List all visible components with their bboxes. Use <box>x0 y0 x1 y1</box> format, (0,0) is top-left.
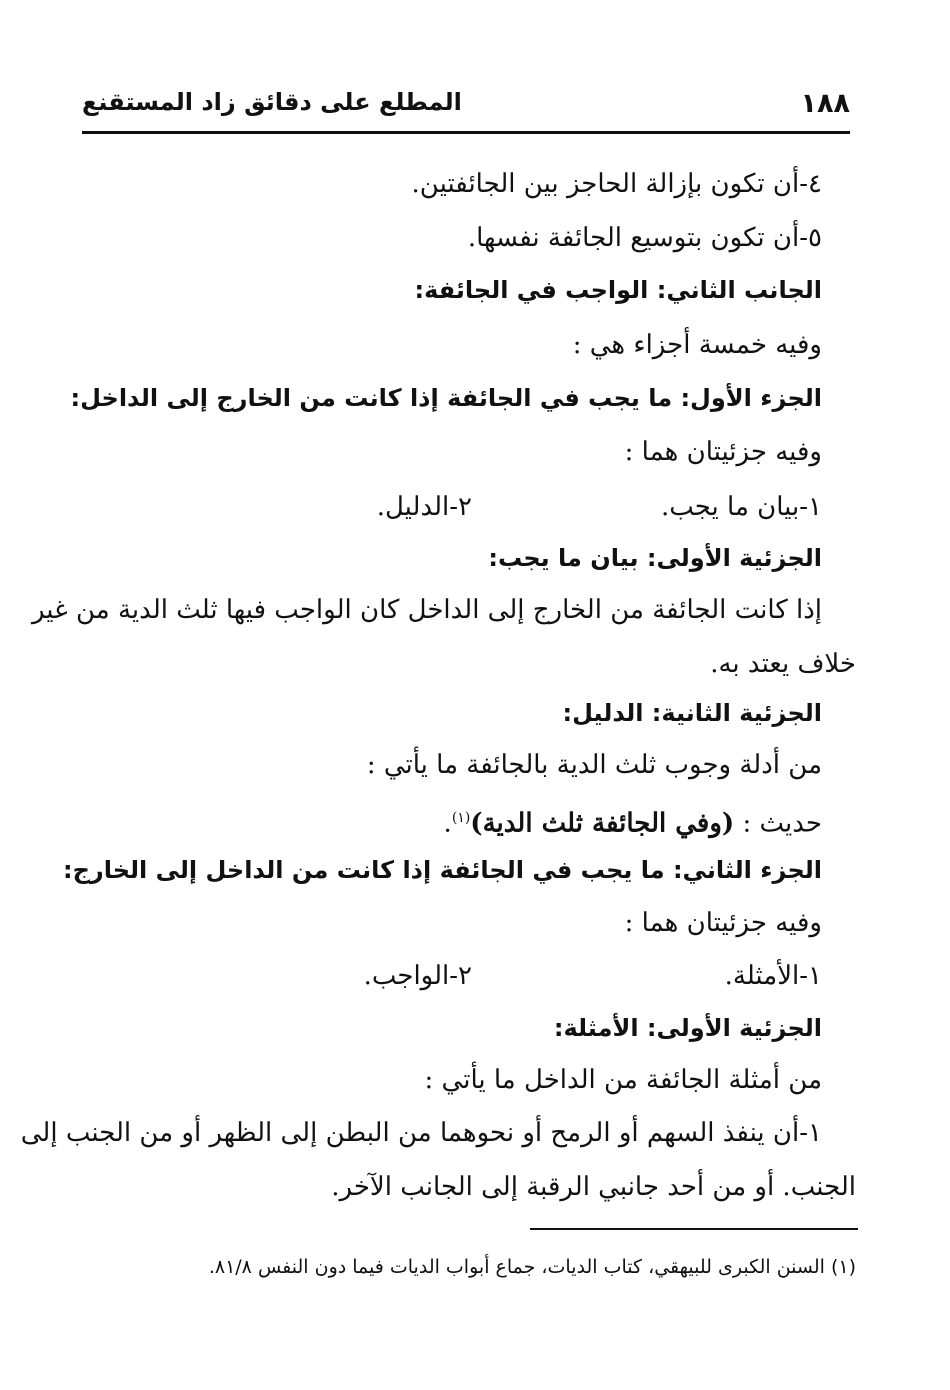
page-number: ١٨٨ <box>800 88 850 119</box>
hadith-prefix: حديث : <box>742 808 822 839</box>
list-item: ١-الأمثلة. <box>724 961 822 991</box>
subpart-heading: الجزئية الأولى: الأمثلة: <box>553 1014 822 1042</box>
hadith-end: . <box>443 808 452 839</box>
paragraph: وفيه خمسة أجزاء هي : <box>572 330 822 360</box>
list-item-1-cont: الجنب. أو من أحد جانبي الرقبة إلى الجانب الآخر. <box>331 1172 856 1202</box>
list-item: ٢-الواجب. <box>363 961 472 991</box>
header-rule <box>82 131 850 134</box>
footnote-ref: (١) <box>451 810 471 826</box>
subpart-heading: الجزئية الأولى: بيان ما يجب: <box>488 544 822 572</box>
paragraph: إذا كانت الجائفة من الخارج إلى الداخل كان الواجب فيها ثلث الدية من غير <box>31 595 822 625</box>
list-item-5: ٥-أن تكون بتوسيع الجائفة نفسها. <box>467 223 822 253</box>
part-heading: الجزء الثاني: ما يجب في الجائفة إذا كانت من الداخل إلى الخارج: <box>63 856 822 884</box>
footnote-rule <box>530 1228 858 1230</box>
paragraph: خلاف يعتد به. <box>710 649 856 679</box>
subpart-heading: الجزئية الثانية: الدليل: <box>562 699 822 727</box>
running-head <box>82 88 850 128</box>
paragraph: وفيه جزئيتان هما : <box>624 437 822 467</box>
part-heading: الجزء الأول: ما يجب في الجائفة إذا كانت من الخارج إلى الداخل: <box>70 384 822 412</box>
hadith-line <box>444 798 822 844</box>
hadith-text: (وفي الجائفة ثلث الدية) <box>470 808 735 839</box>
list-item: ٢-الدليل. <box>376 492 472 522</box>
list-item-4: ٤-أن تكون بإزالة الحاجز بين الجائفتين. <box>411 169 822 199</box>
footnote: (١) السنن الكبرى للبيهقي، كتاب الديات، جماع أبواب الديات فيما دون النفس ٨١/٨. <box>208 1256 856 1278</box>
paragraph: وفيه جزئيتان هما : <box>624 908 822 938</box>
paragraph: من أدلة وجوب ثلث الدية بالجائفة ما يأتي : <box>366 750 822 780</box>
section-heading: الجانب الثاني: الواجب في الجائفة: <box>414 276 822 304</box>
running-title: المطلع على دقائق زاد المستقنع <box>82 88 462 116</box>
paragraph: من أمثلة الجائفة من الداخل ما يأتي : <box>424 1065 822 1095</box>
list-item-1: ١-أن ينفذ السهم أو الرمح أو نحوهما من البطن إلى الظهر أو من الجنب إلى <box>20 1118 822 1148</box>
list-item: ١-بيان ما يجب. <box>660 492 822 522</box>
